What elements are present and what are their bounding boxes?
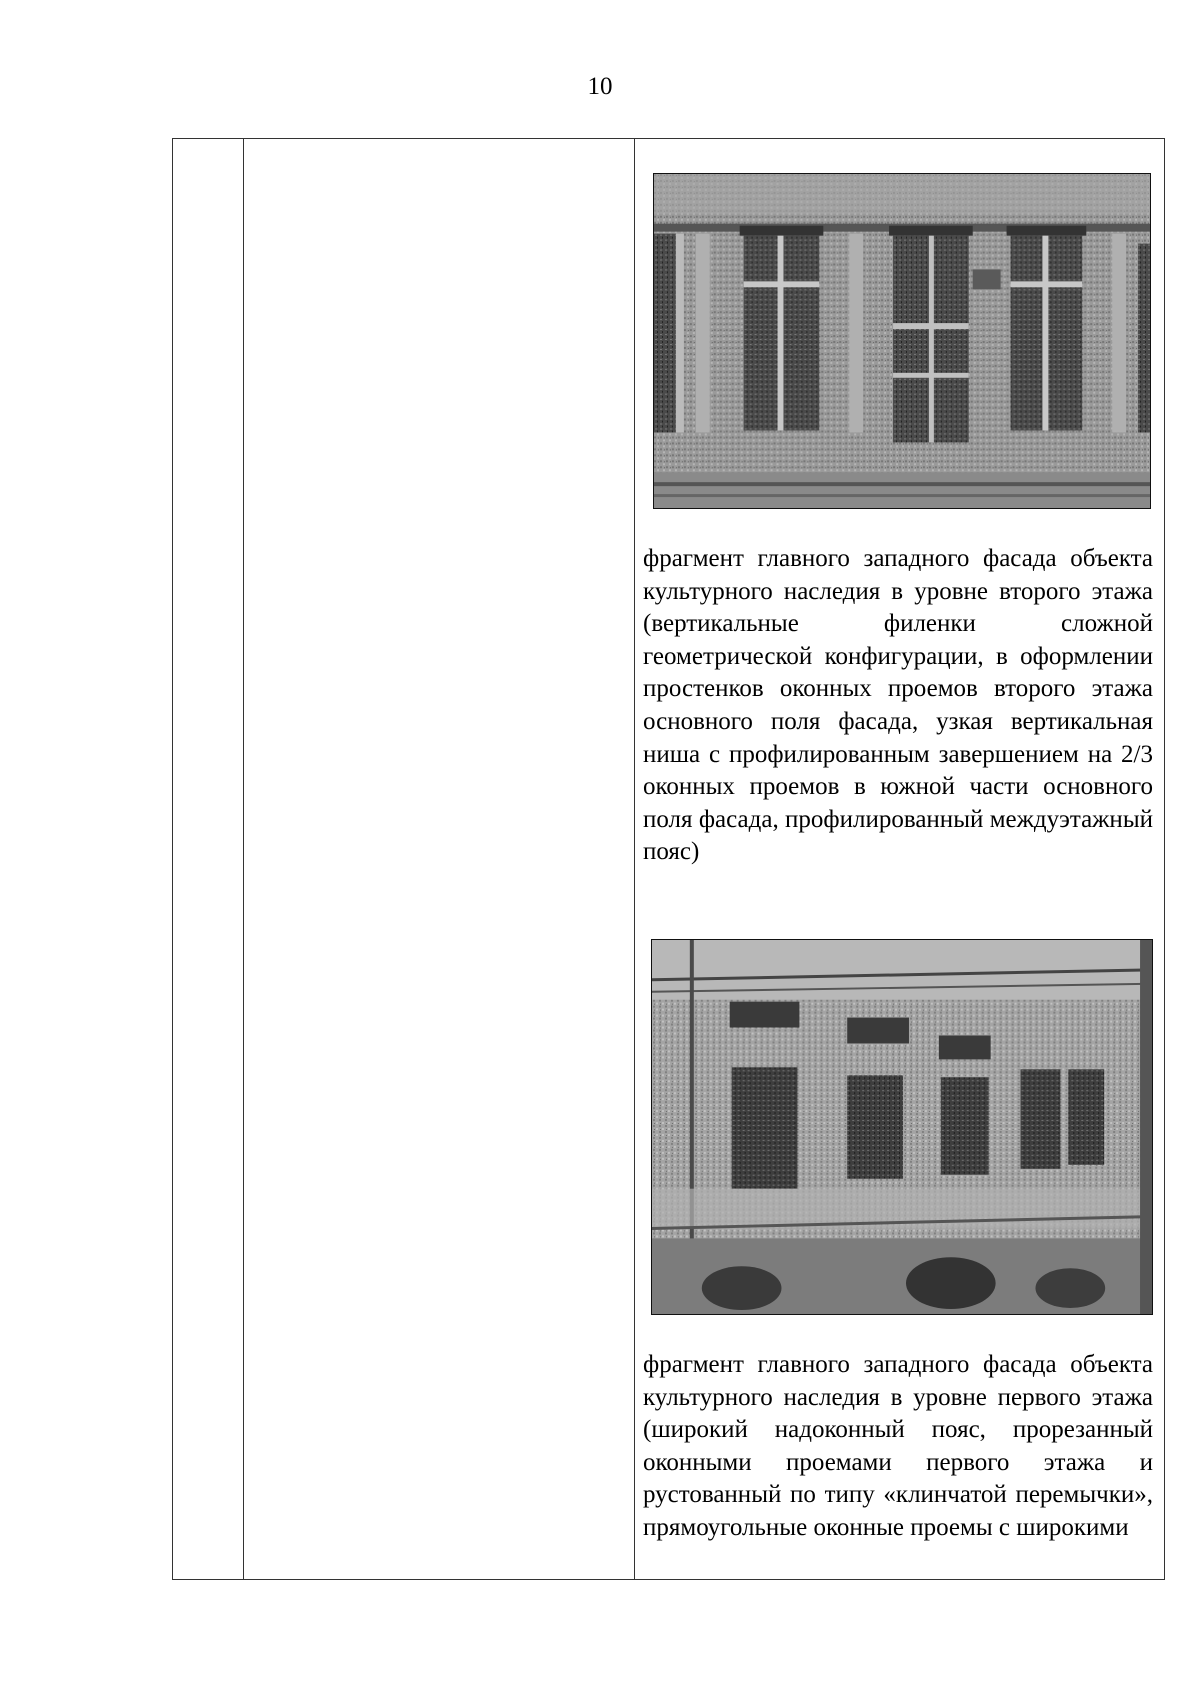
document-table <box>172 138 1165 1580</box>
photo-column <box>635 139 1164 1579</box>
facade-second-floor-photo <box>653 173 1151 509</box>
facade-first-floor-photo <box>651 939 1153 1315</box>
photo-caption: фрагмент главного западного фасада объекта культурного наследия в уровне второго этажа (вертикальные филенки сложной геометрической конфигурации, в оформлении простенков оконных проемов второго этажа основного поля фасада, узкая вертикальная ниша с профилированным завершением на 2/3 оконных проемов в южной части основного поля фасада, профилированный междуэтажный пояс) <box>643 545 1153 866</box>
column-divider <box>243 139 244 1579</box>
photo-caption: фрагмент главного западного фасада объекта культурного наследия в уровне первого этажа (широкий надоконный пояс, прорезанный оконными проемами первого этажа и рустованный по типу «клинчатой перемычки», прямоугольные оконные проемы с широкими <box>643 1351 1153 1541</box>
page-number: 10 <box>587 73 613 100</box>
